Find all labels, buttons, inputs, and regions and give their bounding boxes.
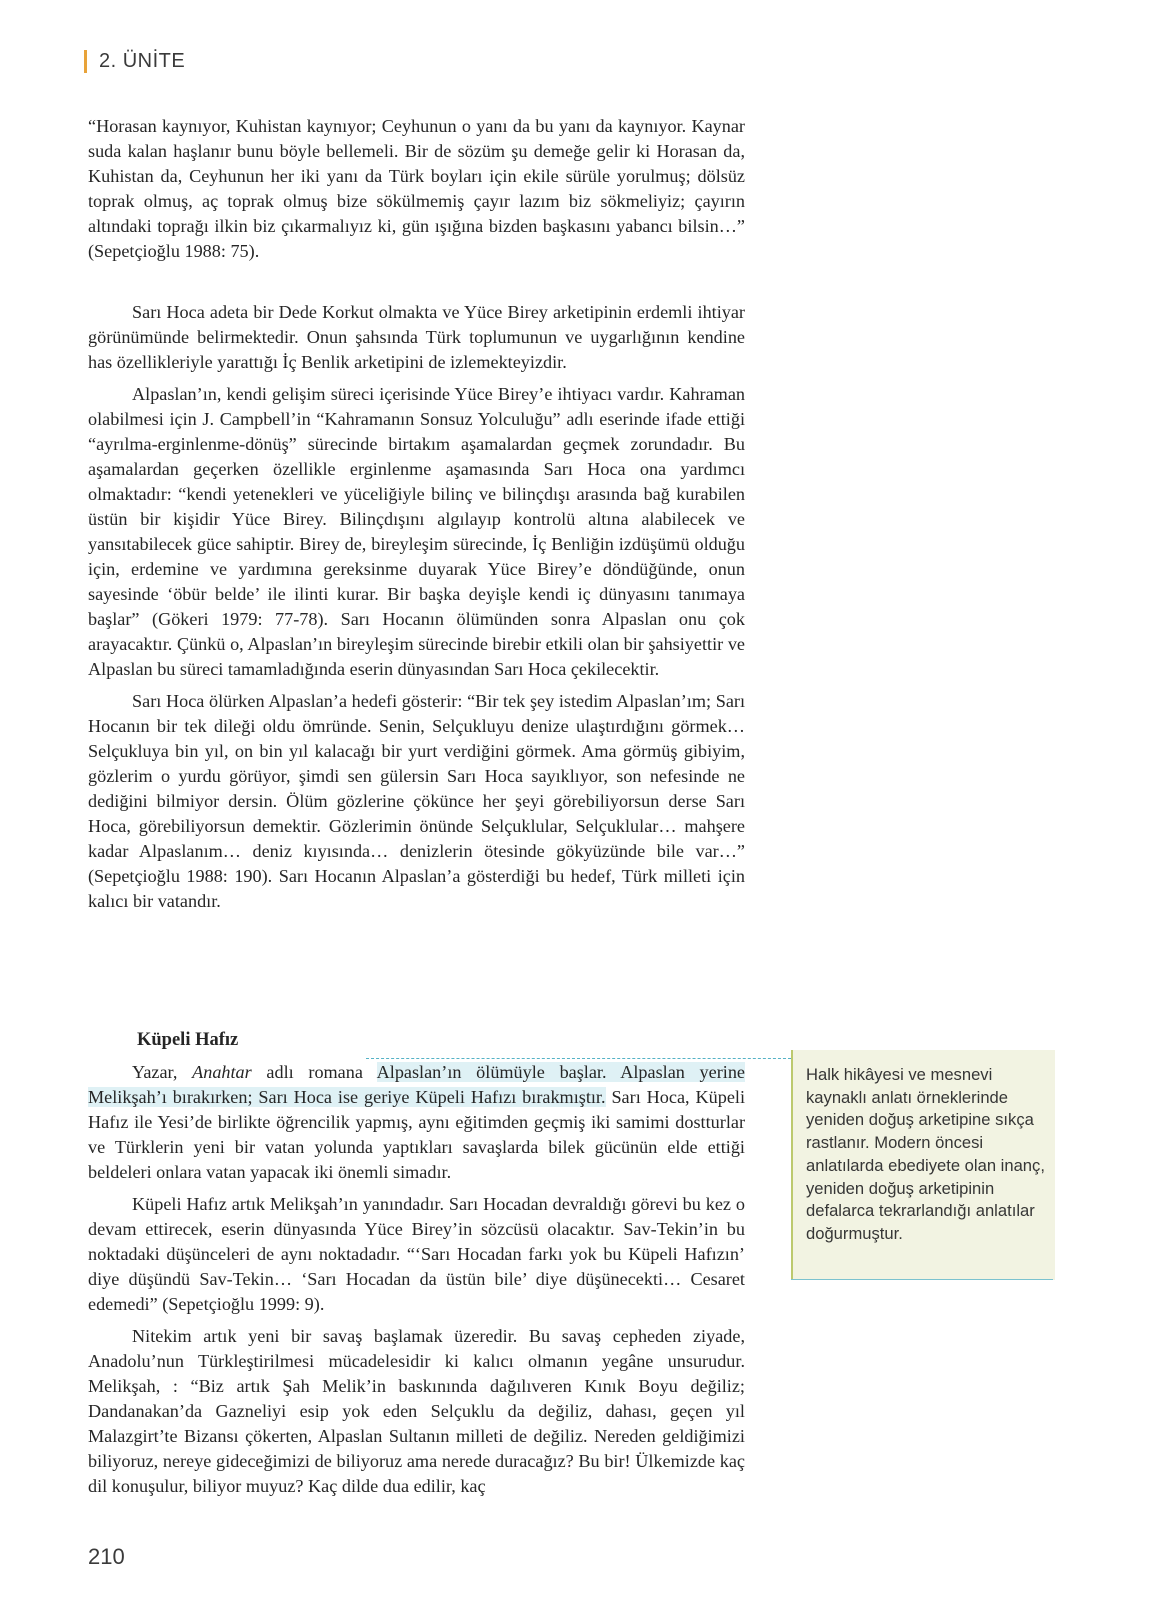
side-note-box	[791, 1050, 1055, 1280]
body-section-2	[88, 1060, 745, 1499]
highlighted-text: Alpaslan’ın ölümüyle başlar. Alpaslan yerine Melikşah’ı bırakırken; Sarı Hoca ise geriye Küpeli Hafızı bırakmıştır.	[88, 1062, 746, 1107]
header-accent-bar	[84, 50, 87, 73]
paragraph-new-war: Nitekim artık yeni bir savaş başlamak üzeredir. Bu savaş cepheden ziyade, Anadolu’nun Türkleştirilmesi mücadelesidir ki kalıcı olmanın yegâne unsurudur. Melikşah, : “Biz artık Şah Melik’in baskınında dağılıveren Kınık Boyu değiliz; Dandanakan’da Gazneliyi esip yok eden Selçuklu da değiliz, dahası, geçen yıl Malazgirt’te Bizansı çökerten, Alpaslan Sultanın milleti de değiliz. Nereden geldiğimizi biliyoruz, nereye gideceğimizi de biliyoruz ama nerede duracağız? Bu bir! Ülkemizde kaç dil konuşulur, biliyor muyuz? Kaç dilde dua edilir, kaç	[88, 1326, 745, 1496]
paragraph-kupeli-hafiz-role: Küpeli Hafız artık Melikşah’ın yanındadır. Sarı Hocadan devraldığı görevi bu kez o devam ettirecek, eserin dünyasında Yüce Birey’in sözcüsü olacaktır. Sav-Tekin’in bu noktadaki düşünceleri de aynı noktadadır. “‘Sarı Hocadan farkı yok bu Küpeli Hafızın’ diye düşündü Sav-Tekin… ‘Sarı Hocadan da üstün bile’ diye düşünecekti… Cesaret edemedi” (Sepetçioğlu 1999: 9).	[88, 1194, 745, 1314]
body-section-1	[88, 300, 745, 914]
paragraph-sari-hoca: Sarı Hoca adeta bir Dede Korkut olmakta ve Yüce Birey arketipinin erdemli ihtiyar görünümünde belirmektedir. Onun şahsında Türk toplumunun ve uygarlığının kendine has özellikleriyle yarattığı İç Benlik arketipini de izlemekteyizdir.	[88, 302, 745, 372]
quote-block	[88, 114, 745, 264]
paragraph-alpaslan-development: Alpaslan’ın, kendi gelişim süreci içerisinde Yüce Birey’e ihtiyacı vardır. Kahraman olabilmesi için J. Campbell’in “Kahramanın Sonsuz Yolculuğu” adlı eserinde ifade ettiği “ayrılma-erginlenme-dönüş” sürecinde birtakım aşamalardan geçmek zorundadır. Bu aşamalardan geçerken özellikle erginlenme aşamasında Sarı Hoca ona yardımcı olmaktadır: “kendi yetenekleri ve yüceliğiyle bilinç ve bilinçdışı arasında bağ kurabilen üstün bir kişidir Yüce Birey. Bilinçdışını algılayıp kontrolü altına alabilecek ve yansıtabilecek güce sahiptir. Birey de, bireyleşim sürecinde, İç Benliğin izdüşümü olduğu için, erdemine ve yardımına gereksinme duyarak Yüce Birey’e döndüğünde, onun sayesinde ‘öbür belde’ ile ilinti kurar. Bir başka deyişle kendi iç dünyasını tanımaya başlar” (Gökeri 1979: 77-78). Sarı Hocanın ölümünden sonra Alpaslan onu çok arayacaktır. Çünkü o, Alpaslan’ın bireyleşim sürecinde birebir etkili olan bir şahsiyettir ve Alpaslan bu süreci tamamladığında eserin dünyasından Sarı Hoca çekilecektir.	[88, 384, 745, 679]
unit-header	[84, 50, 185, 73]
paragraph-kupeli-hafiz-intro	[88, 1060, 745, 1185]
paragraph-text: Sarı Hoca, Küpeli Hafız ile Yesi’de birlikte öğrencilik yapmış, aynı eğitimden geçmiş iki samimi dostturlar ve Türklerin yeni bir vatan yolunda yaptıkları savaşlarda bilek gücünün elde ettiği beldeleri onlara vatan yapacak iki önemli simadır.	[88, 1087, 745, 1182]
section-heading: Küpeli Hafız	[137, 1030, 239, 1050]
unit-title: 2. ÜNİTE	[99, 50, 186, 72]
paragraph-sari-hoca-goal: Sarı Hoca ölürken Alpaslan’a hedefi gösterir: “Bir tek şey istedim Alpaslan’ım; Sarı Hocanın bir tek dileği oldu ömründe. Senin, Selçukluyu denize ulaştırdığını görmek… Selçukluya bin yıl, on bin yıl kalacağı bir yurt verdiğini görmek. Ama görmüş gibiyim, gözlerim o yurdu görüyor, şimdi sen gülersin Sarı Hoca sayıklıyor, son nefesinde ne dediğini bilmiyor dersin. Ölüm gözlerine çökünce her şeyi görebiliyorsun derse Sarı Hoca, görebiliyorsun demektir. Gözlerimin önünde Selçuklular, Selçuklular… mahşere kadar Alpaslanım… deniz kıyısında… denizlerin ötesinde gökyüzünde bile var…” (Sepetçioğlu 1988: 190). Sarı Hocanın Alpaslan’a gösterdiği bu hedef, Türk milleti için kalıcı bir vatandır.	[88, 691, 745, 911]
paragraph-text: adlı romana	[251, 1062, 377, 1082]
quote-paragraph: “Horasan kaynıyor, Kuhistan kaynıyor; Ceyhunun o yanı da bu yanı da kaynıyor. Kaynar suda kalan haşlanır bunu böyle bellemeli. Bir de sözüm şu demeğe gelir ki Horasan da, Kuhistan da, Ceyhunun her iki yanı da Türk boyları için ekile sürüle yorulmuş; dölsüz toprak olmuş, aç toprak olmuş bize sökülmemiş çayır lazım biz sökmeliyiz; çayırın altındaki toprağı ilkin biz çıkarmalıyız ki, gün ışığına bizden başkasını yabancı bilsin…” (Sepetçioğlu 1988: 75).	[88, 116, 745, 261]
novel-title: Anahtar	[192, 1062, 252, 1082]
note-connector-line	[366, 1058, 791, 1059]
paragraph-text: Yazar,	[132, 1062, 193, 1082]
page-number: 210	[88, 1544, 125, 1569]
side-note-text: Halk hikâyesi ve mesnevi kaynaklı anlatı örneklerinde yeniden doğuş arketipine sıkça rastlanır. Modern öncesi anlatılarda ebediyete olan inanç, yeniden doğuş arketipinin defalarca tekrarlandığı anlatılar doğurmuştur.	[806, 1065, 1045, 1243]
side-note-underline	[791, 1279, 1053, 1280]
